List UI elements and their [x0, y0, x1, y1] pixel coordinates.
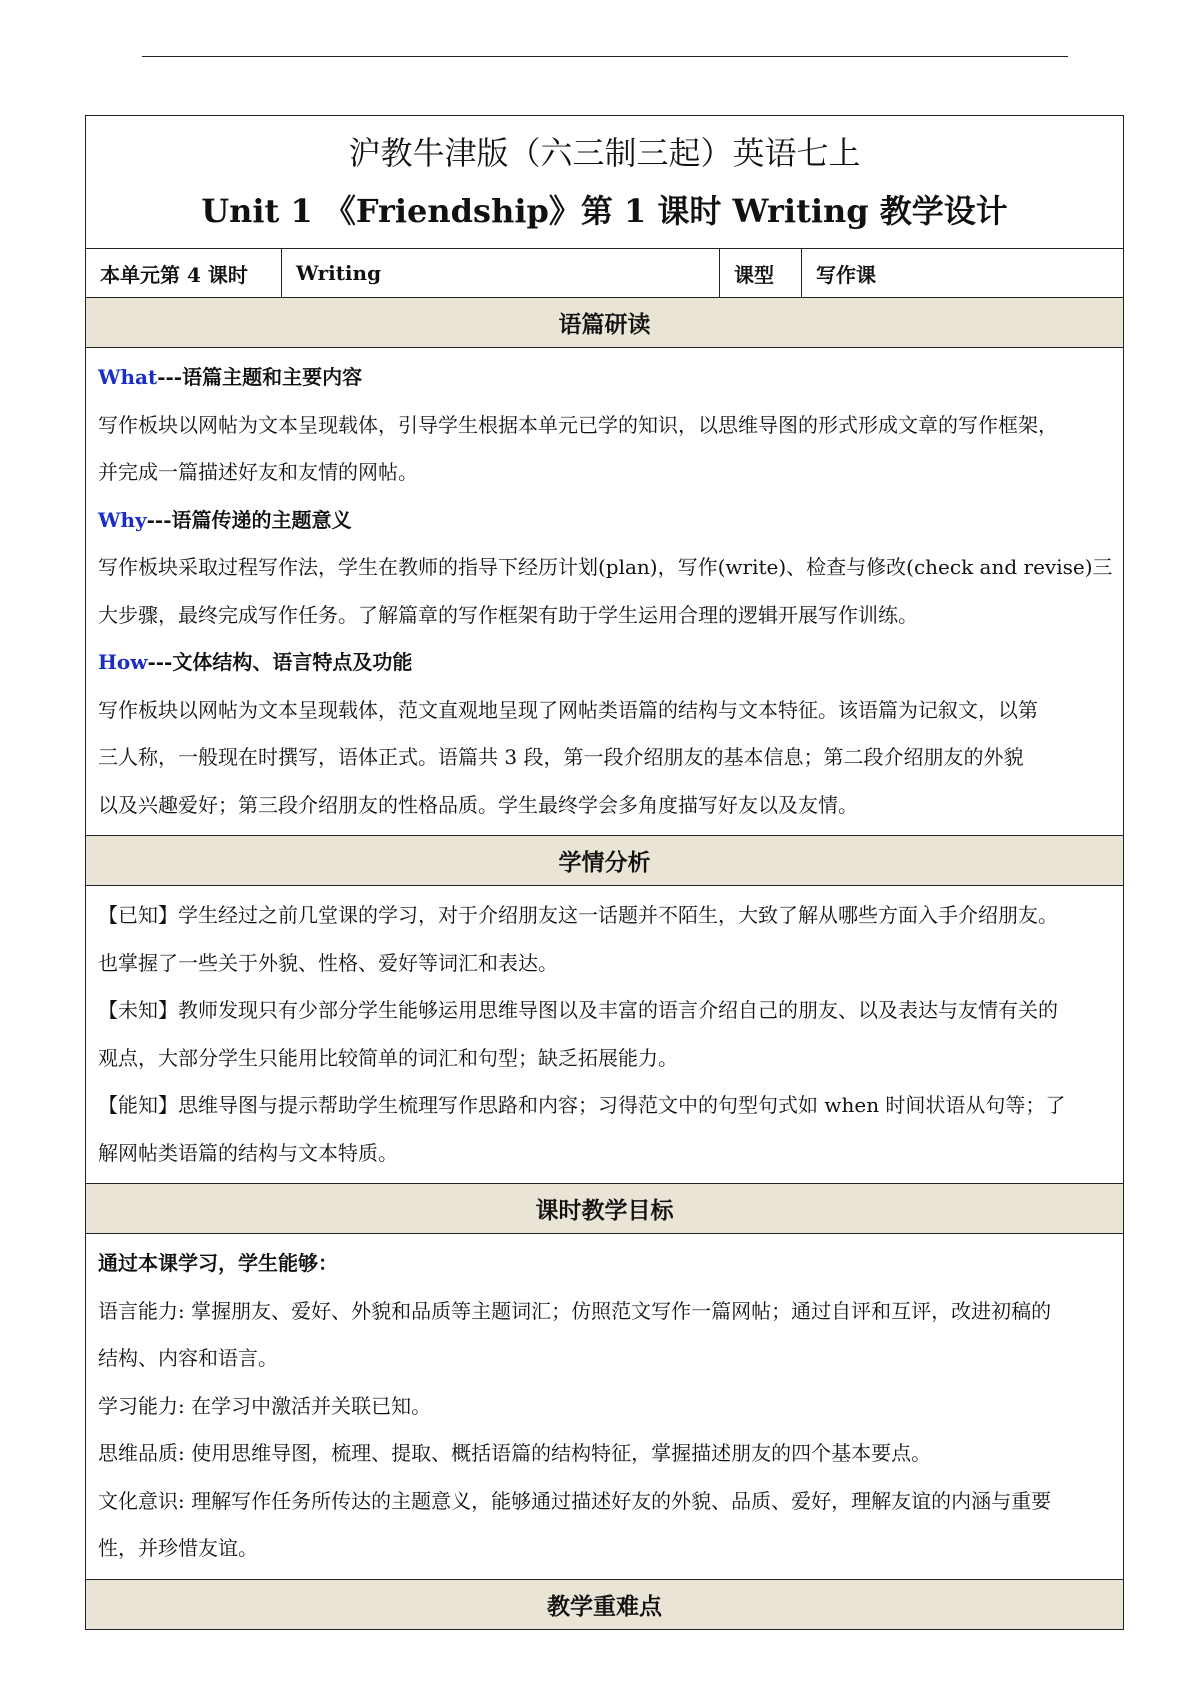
- section-body-learner-analysis: [86, 886, 1124, 1184]
- lesson-type-value: 写作课: [802, 249, 1124, 298]
- what-heading: [98, 354, 1113, 402]
- section-heading-text-analysis: 语篇研读: [86, 298, 1124, 348]
- paragraph: 观点，大部分学生只能用比较简单的词汇和句型；缺乏拓展能力。: [98, 1045, 678, 1070]
- how-heading: [98, 639, 1113, 687]
- section-body-text-analysis: [86, 348, 1124, 836]
- section-body-objectives: [86, 1234, 1124, 1580]
- section-heading-objectives: 课时教学目标: [86, 1184, 1124, 1234]
- lesson-type-label: 课型: [720, 249, 802, 298]
- paragraph: 也掌握了一些关于外貌、性格、爱好等词汇和表达。: [98, 950, 558, 975]
- paragraph: 以及兴趣爱好；第三段介绍朋友的性格品质。学生最终学会多角度描写好友以及友情。: [98, 792, 858, 817]
- title-row: [86, 116, 1124, 249]
- paragraph: 结构、内容和语言。: [98, 1346, 278, 1370]
- how-title: ---文体结构、语言特点及功能: [147, 650, 413, 674]
- objectives-intro: 通过本课学习，学生能够：: [98, 1251, 338, 1275]
- lesson-name: Writing: [282, 249, 720, 298]
- meta-row: [86, 249, 1124, 298]
- lesson-plan-table: [85, 115, 1124, 1630]
- paragraph: 【已知】学生经过之前几堂课的学习，对于介绍朋友这一话题并不陌生，大致了解从哪些方面入手介绍朋友。: [98, 903, 1058, 927]
- section-heading-learner-analysis: 学情分析: [86, 836, 1124, 886]
- how-keyword: How: [98, 650, 148, 674]
- title-cell: [86, 116, 1124, 249]
- paragraph: 【能知】思维导图与提示帮助学生梳理写作思路和内容；习得范文中的句型句式如 when 时间状语从句等；了: [98, 1093, 1066, 1117]
- paragraph: 写作板块采取过程写作法，学生在教师的指导下经历计划(plan)，写作(write)、检查与修改(check and revise)三: [98, 555, 1113, 579]
- paragraph: 【未知】教师发现只有少部分学生能够运用思维导图以及丰富的语言介绍自己的朋友、以及表达与友情有关的: [98, 998, 1058, 1022]
- why-keyword: Why: [98, 507, 147, 532]
- paragraph: 写作板块以网帖为文本呈现载体，引导学生根据本单元已学的知识，以思维导图的形式形成文章的写作框架，: [98, 412, 1058, 437]
- paragraph: 三人称，一般现在时撰写，语体正式。语篇共 3 段，第一段介绍朋友的基本信息；第二段介绍朋友的外貌: [98, 745, 1024, 769]
- what-keyword: What: [98, 365, 158, 389]
- paragraph: 语言能力: 掌握朋友、爱好、外貌和品质等主题词汇；仿照范文写作一篇网帖；通过自评和互评，改进初稿的: [98, 1298, 1052, 1323]
- paragraph: 文化意识: 理解写作任务所传达的主题意义，能够通过描述好友的外貌、品质、爱好，理解友谊的内涵与重要: [98, 1488, 1052, 1513]
- section-heading-key-points: 教学重难点: [86, 1579, 1124, 1629]
- paragraph: 解网帖类语篇的结构与文本特质。: [98, 1140, 398, 1165]
- lesson-number: 本单元第 4 课时: [86, 249, 282, 298]
- header-rule: [142, 56, 1068, 57]
- what-title: ---语篇主题和主要内容: [157, 365, 363, 389]
- paragraph: 性，并珍惜友谊。: [98, 1536, 258, 1560]
- paragraph: 思维品质: 使用思维导图，梳理、提取、概括语篇的结构特征，掌握描述朋友的四个基本要点。: [98, 1441, 932, 1465]
- why-title: ---语篇传递的主题意义: [146, 507, 352, 532]
- paragraph: 写作板块以网帖为文本呈现载体，范文直观地呈现了网帖类语篇的结构与文本特征。该语篇为记叙文，以第: [98, 697, 1038, 722]
- paragraph: 大步骤，最终完成写作任务。了解篇章的写作框架有助于学生运用合理的逻辑开展写作训练。: [98, 602, 918, 627]
- document-subtitle: Unit 1 《Friendship》第 1 课时 Writing 教学设计: [201, 192, 1008, 230]
- paragraph: 学习能力: 在学习中激活并关联已知。: [98, 1393, 432, 1418]
- document-title: 沪教牛津版（六三制三起）英语七上: [348, 134, 861, 172]
- paragraph: 并完成一篇描述好友和友情的网帖。: [98, 460, 418, 484]
- why-heading: [98, 497, 1113, 545]
